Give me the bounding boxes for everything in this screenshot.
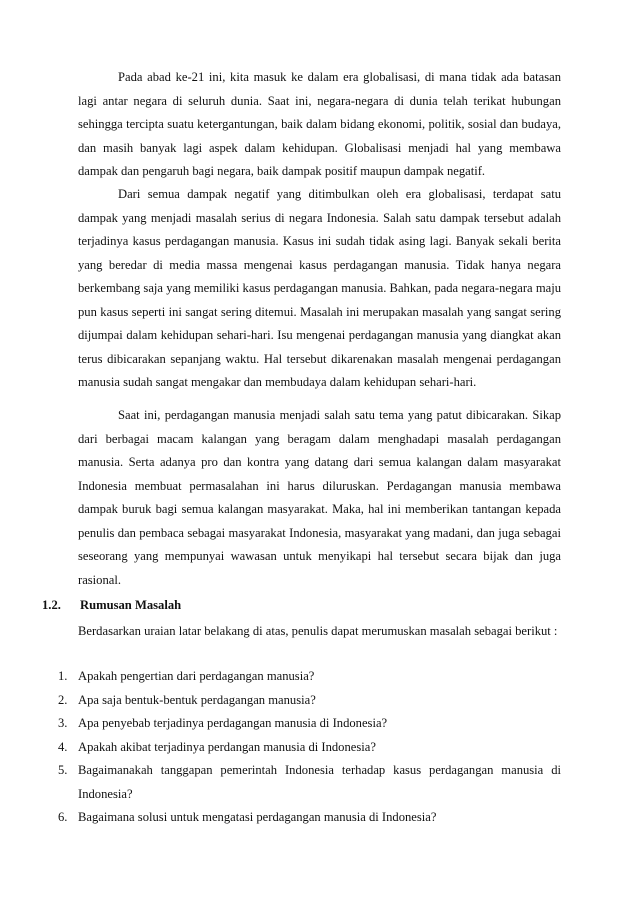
- section-title: Rumusan Masalah: [80, 598, 182, 612]
- section-intro: Berdasarkan uraian latar belakang di atas, penulis dapat merumuskan masalah sebagai berikut :: [78, 624, 558, 638]
- list-item-number: 5.: [58, 763, 68, 777]
- list-item: [0, 689, 638, 713]
- list-item: [0, 806, 638, 830]
- list-item-text: Apa penyebab terjadinya perdagangan manusia di Indonesia?: [78, 716, 388, 730]
- list-item: [0, 665, 638, 689]
- list-item-text: Apakah pengertian dari perdagangan manusia?: [78, 669, 315, 683]
- list-item-text: Apakah akibat terjadinya perdangan manusia di Indonesia?: [78, 739, 376, 754]
- section-heading: [42, 598, 181, 613]
- list-item-number: 2.: [58, 692, 68, 707]
- list-item-text: Bagaimana solusi untuk mengatasi perdagangan manusia di Indonesia?: [78, 810, 437, 824]
- list-item: [0, 736, 638, 760]
- question-list: [0, 665, 638, 830]
- paragraph-current-issue: Saat ini, perdagangan manusia menjadi salah satu tema yang patut dibicarakan. Sikap dari berbagai macam kalangan yang beragam dalam menghadapi masalah perdagangan manusia. Serta adanya pro dan kontra yang datang dari semua kalangan dalam masyarakat Indonesia membuat permasalahan ini harus diluruskan. Perdagangan manusia membawa dampak buruk bagi semua kalangan masyarakat. Maka, hal ini memberikan tantangan kepada penulis dan pembaca sebagai masyarakat Indonesia, masyarakat yang madani, dan juga sebagai seseorang yang mempunyai wawasan untuk menyikapi hal tersebut secara bijak dan juga rasional.: [78, 408, 561, 587]
- list-item: [0, 712, 638, 736]
- paragraph-globalization: Pada abad ke-21 ini, kita masuk ke dalam era globalisasi, di mana tidak ada batasan lagi antar negara di seluruh dunia. Saat ini, negara-negara di dunia telah terikat hubungan sehingga tercipta suatu ketergantungan, baik dalam bidang ekonomi, politik, sosial dan budaya, dan masih banyak lagi aspek dalam kehidupan. Globalisasi menjadi hal yang membawa dampak dan pengaruh bagi negara, baik dampak positif maupun dampak negatif.: [78, 70, 561, 178]
- list-item-text: Bagaimanakah tanggapan pemerintah Indonesia terhadap kasus perdagangan manusia di Indonesia?: [78, 763, 561, 801]
- list-item-number: 1.: [58, 669, 68, 683]
- list-item-number: 6.: [58, 810, 68, 824]
- section-number: 1.2.: [42, 598, 61, 612]
- list-item-number: 4.: [58, 739, 68, 754]
- list-item-text: Apa saja bentuk-bentuk perdagangan manusia?: [78, 692, 316, 707]
- list-item-number: 3.: [58, 716, 68, 730]
- paragraph-human-trafficking-impact: Dari semua dampak negatif yang ditimbulkan oleh era globalisasi, terdapat satu dampak yang menjadi masalah serius di negara Indonesia. Salah satu dampak tersebut adalah terjadinya kasus perdagangan manusia. Kasus ini sudah tidak asing lagi. Banyak sekali berita yang beredar di media massa mengenai kasus perdagangan manusia. Tidak hanya negara berkembang saja yang memiliki kasus perdagangan manusia. Bahkan, pada negara-negara maju pun kasus seperti ini sangat sering ditemui. Masalah ini merupakan masalah yang sangat sering dijumpai dalam kehidupan sehari-hari. Isu mengenai perdagangan manusia yang diangkat akan terus dibicarakan sepanjang waktu. Hal tersebut dikarenakan masalah mengenai perdagangan manusia sudah sangat mengakar dan membudaya dalam kehidupan sehari-hari.: [78, 187, 561, 389]
- list-item: [0, 759, 638, 806]
